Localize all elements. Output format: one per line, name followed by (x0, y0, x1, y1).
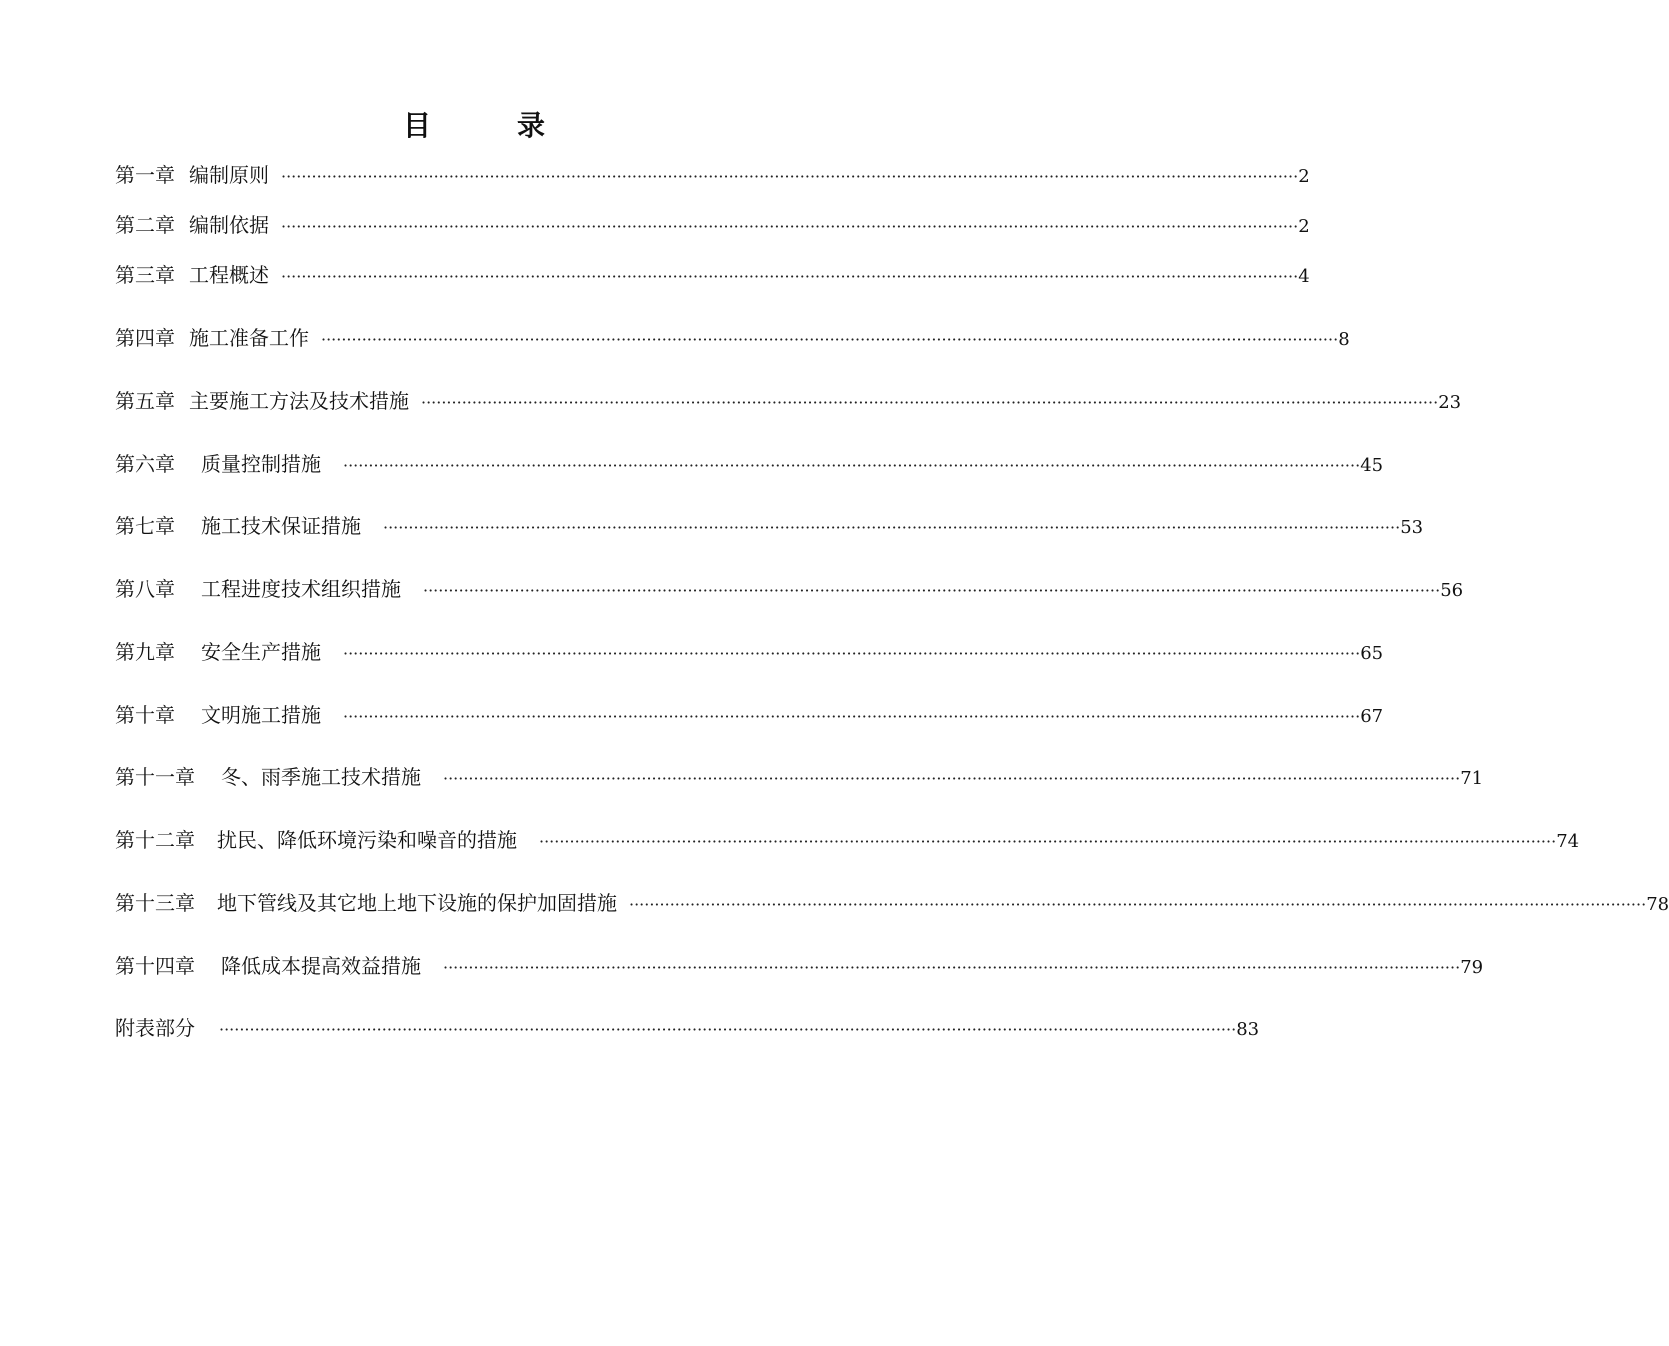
toc-dot-leader: ········································································································································································································ (321, 330, 1339, 349)
toc-entry[interactable] (115, 210, 1310, 240)
toc-entry[interactable] (115, 449, 1384, 479)
toc-entry[interactable] (115, 825, 1580, 855)
toc-dot-leader: ········································································································································································································ (281, 217, 1299, 236)
toc-dot-leader: ········································································································································································································ (281, 167, 1299, 186)
toc-dot-leader: ········································································································································································································ (343, 707, 1361, 726)
toc-page-number: 53 (1400, 517, 1424, 538)
toc-entry[interactable] (115, 700, 1384, 730)
toc-page-number: 45 (1360, 455, 1384, 476)
toc-entry[interactable] (115, 160, 1310, 190)
toc-page-number: 2 (1298, 216, 1310, 237)
toc-page-number: 8 (1338, 329, 1350, 350)
toc-page-number: 78 (1646, 894, 1669, 915)
toc-entry[interactable] (115, 574, 1464, 604)
toc-heading: 编制原则 (189, 163, 269, 187)
toc-page-number: 67 (1360, 706, 1384, 727)
toc-page-number: 23 (1438, 392, 1462, 413)
toc-dot-leader: ········································································································································································································ (343, 456, 1361, 475)
toc-page-number: 65 (1360, 643, 1384, 664)
toc-heading: 降低成本提高效益措施 (221, 954, 421, 978)
toc-page-number: 71 (1460, 768, 1484, 789)
toc-dot-leader: ········································································································································································································ (343, 644, 1361, 663)
toc-page-number: 4 (1298, 266, 1310, 287)
toc-entry[interactable] (115, 1013, 1260, 1043)
toc-entry[interactable] (115, 888, 1669, 918)
toc-chapter-number: 附表部分 (115, 1016, 195, 1040)
toc-dot-leader: ········································································································································································································ (281, 267, 1299, 286)
title-part-1: 目 (402, 109, 433, 142)
toc-heading: 编制依据 (189, 213, 269, 237)
toc-heading: 施工准备工作 (189, 326, 309, 350)
toc-chapter-number: 第五章 (115, 389, 175, 413)
toc-chapter-number: 第十三章 (115, 891, 195, 915)
title-part-2: 录 (517, 109, 548, 142)
table-of-contents (115, 0, 1669, 1346)
toc-page-number: 83 (1236, 1019, 1260, 1040)
toc-dot-leader: ········································································································································································································ (383, 518, 1401, 537)
toc-chapter-number: 第八章 (115, 577, 175, 601)
toc-dot-leader: ········································································································································································································ (629, 895, 1647, 914)
toc-heading: 扰民、降低环境污染和噪音的措施 (217, 828, 517, 852)
toc-heading: 工程概述 (189, 263, 269, 287)
toc-chapter-number: 第三章 (115, 263, 175, 287)
toc-entry[interactable] (115, 511, 1424, 541)
toc-heading: 地下管线及其它地上地下设施的保护加固措施 (217, 891, 617, 915)
toc-entry[interactable] (115, 323, 1350, 353)
toc-page-number: 2 (1298, 166, 1310, 187)
toc-heading: 主要施工方法及技术措施 (189, 389, 409, 413)
toc-dot-leader: ········································································································································································································ (421, 393, 1439, 412)
toc-page-number: 56 (1440, 580, 1464, 601)
toc-entry[interactable] (115, 386, 1462, 416)
toc-page-number: 74 (1556, 831, 1580, 852)
toc-chapter-number: 第二章 (115, 213, 175, 237)
toc-chapter-number: 第九章 (115, 640, 175, 664)
toc-chapter-number: 第六章 (115, 452, 175, 476)
toc-heading: 安全生产措施 (201, 640, 321, 664)
toc-heading: 冬、雨季施工技术措施 (221, 765, 421, 789)
toc-page-number: 79 (1460, 957, 1484, 978)
toc-chapter-number: 第十一章 (115, 765, 195, 789)
toc-chapter-number: 第十四章 (115, 954, 195, 978)
toc-entry[interactable] (115, 951, 1484, 981)
toc-chapter-number: 第一章 (115, 163, 175, 187)
toc-dot-leader: ········································································································································································································ (539, 832, 1557, 851)
toc-chapter-number: 第四章 (115, 326, 175, 350)
toc-heading: 质量控制措施 (201, 452, 321, 476)
toc-chapter-number: 第十章 (115, 703, 175, 727)
toc-entry[interactable] (115, 637, 1384, 667)
toc-entry[interactable] (115, 762, 1484, 792)
toc-heading: 工程进度技术组织措施 (201, 577, 401, 601)
toc-dot-leader: ········································································································································································································ (423, 581, 1441, 600)
toc-dot-leader: ········································································································································································································ (219, 1020, 1237, 1039)
toc-heading: 文明施工措施 (201, 703, 321, 727)
toc-dot-leader: ········································································································································································································ (443, 958, 1461, 977)
toc-dot-leader: ········································································································································································································ (443, 769, 1461, 788)
toc-chapter-number: 第七章 (115, 514, 175, 538)
toc-chapter-number: 第十二章 (115, 828, 195, 852)
toc-heading: 施工技术保证措施 (201, 514, 361, 538)
toc-entry[interactable] (115, 260, 1310, 290)
